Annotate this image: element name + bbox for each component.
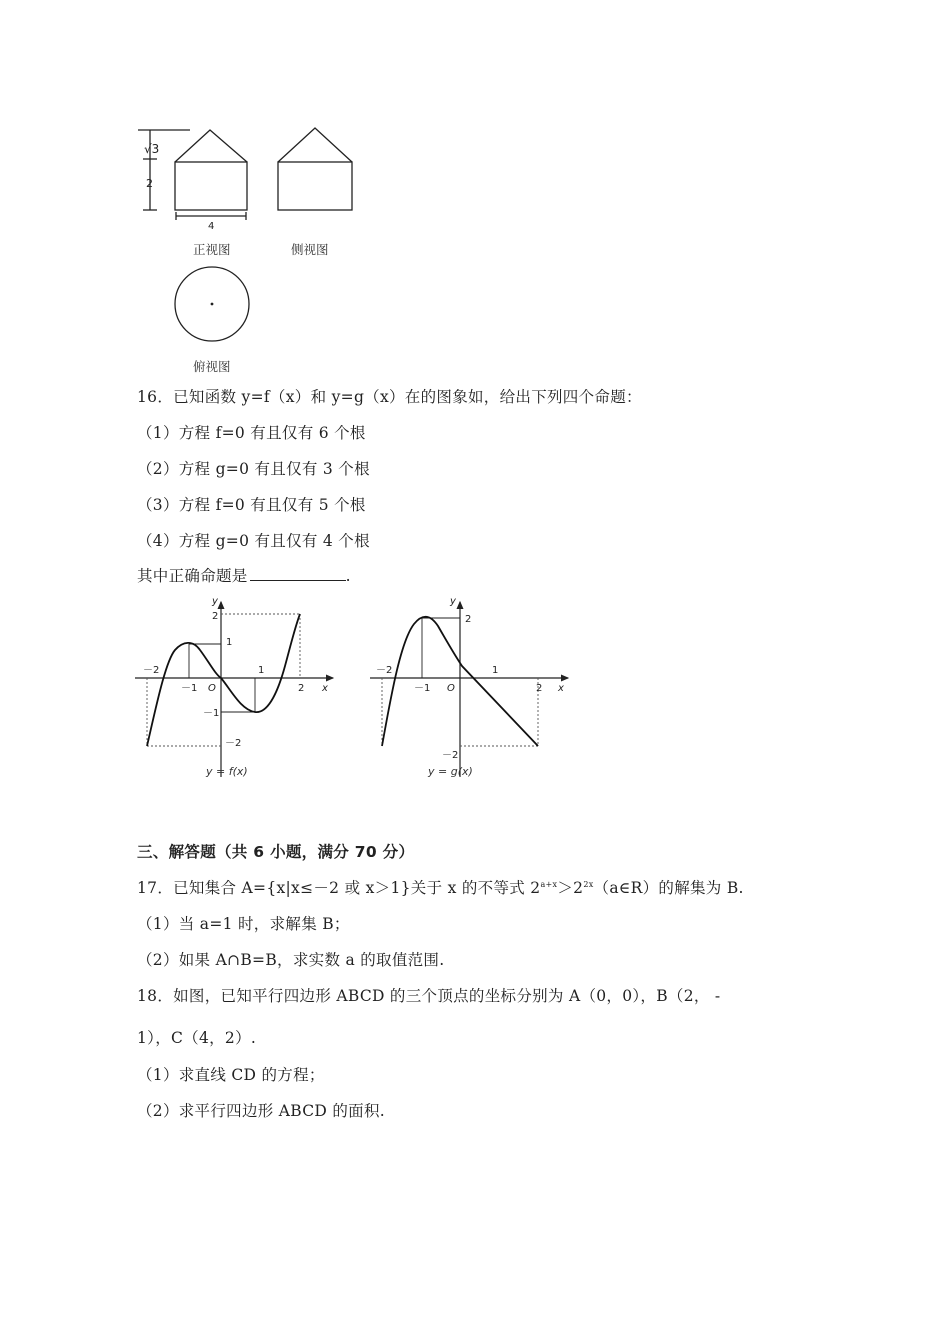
g-tick-one: 1 [492,665,499,676]
f-tick-yneg1: －1 [203,708,220,719]
f-tick-neg1: －1 [181,683,198,694]
graph-f-caption: y = f(x) [206,765,248,778]
q18-stem-line2: 1），C（4，2）. [137,1029,257,1047]
g-axis-x: x [558,683,564,694]
q16-item-4: （4）方程 g=0 有且仅有 4 个根 [137,532,370,550]
f-tick-neg2: －2 [143,665,160,676]
q17-sup-1: a+x [540,879,558,889]
top-view-label: 俯视图 [193,359,231,374]
q16-item-1: （1）方程 f=0 有且仅有 6 个根 [137,424,366,442]
q17-item-2: （2）如果 A∩B=B，求实数 a 的取值范围. [137,951,445,969]
answer-blank [250,566,346,581]
q16-item-3: （3）方程 f=0 有且仅有 5 个根 [137,496,366,514]
f-origin: O [208,683,216,694]
side-view-label: 侧视图 [291,242,329,257]
three-views-figure [135,120,375,380]
q16-answer-prefix: 其中正确命题是 [137,567,248,585]
q17-stem [137,876,744,898]
front-view [175,130,247,210]
f-tick-one: 1 [258,665,265,676]
f-axis-y: y [212,596,218,607]
g-tick-yneg2: －2 [442,750,459,761]
g-tick-y2: 2 [465,614,472,625]
section-3-title: 三、解答题（共 6 小题，满分 70 分） [137,843,415,861]
q17-item-1: （1）当 a=1 时，求解集 B； [137,915,350,933]
f-tick-yneg2: －2 [225,738,242,749]
guide-solid [422,618,460,678]
g-tick-neg2: －2 [376,665,393,676]
dim-width: 4 [208,221,215,232]
graph-f [135,592,340,787]
dim-height: 2 [146,177,153,190]
q16-answer-line [137,564,351,586]
q17-stem-b: ＞2 [557,879,584,897]
front-view-label: 正视图 [193,242,231,257]
graph-g [370,592,575,787]
side-view [278,128,352,210]
q17-stem-a: 17．已知集合 A={x|x≤－2 或 x＞1}关于 x 的不等式 2 [137,879,541,897]
q16-stem: 16．已知函数 y=f（x）和 y=g（x）在的图象如，给出下列四个命题： [137,388,642,406]
q16-item-2: （2）方程 g=0 有且仅有 3 个根 [137,460,370,478]
g-origin: O [447,683,455,694]
top-view [175,267,249,341]
q18-stem-line1: 18．如图，已知平行四边形 ABCD 的三个顶点的坐标分别为 A（0，0），B（2， - [137,987,721,1005]
f-axis-x: x [322,683,328,694]
g-tick-neg1: －1 [414,683,431,694]
q18-item-1: （1）求直线 CD 的方程； [137,1066,325,1084]
graph-g-caption: y = g(x) [428,765,473,778]
q16-answer-suffix: . [345,567,351,585]
q17-sup-2: 2x [583,879,594,889]
g-axis-y: y [450,596,456,607]
q18-item-2: （2）求平行四边形 ABCD 的面积. [137,1102,386,1120]
f-tick-y1: 1 [226,637,233,648]
dim-sqrt3: √3 [144,142,160,156]
f-tick-two: 2 [298,683,305,694]
curve-f [147,614,300,746]
q17-stem-c: （a∈R）的解集为 B. [593,879,744,897]
f-tick-y2: 2 [212,611,219,622]
g-tick-two: 2 [536,683,543,694]
